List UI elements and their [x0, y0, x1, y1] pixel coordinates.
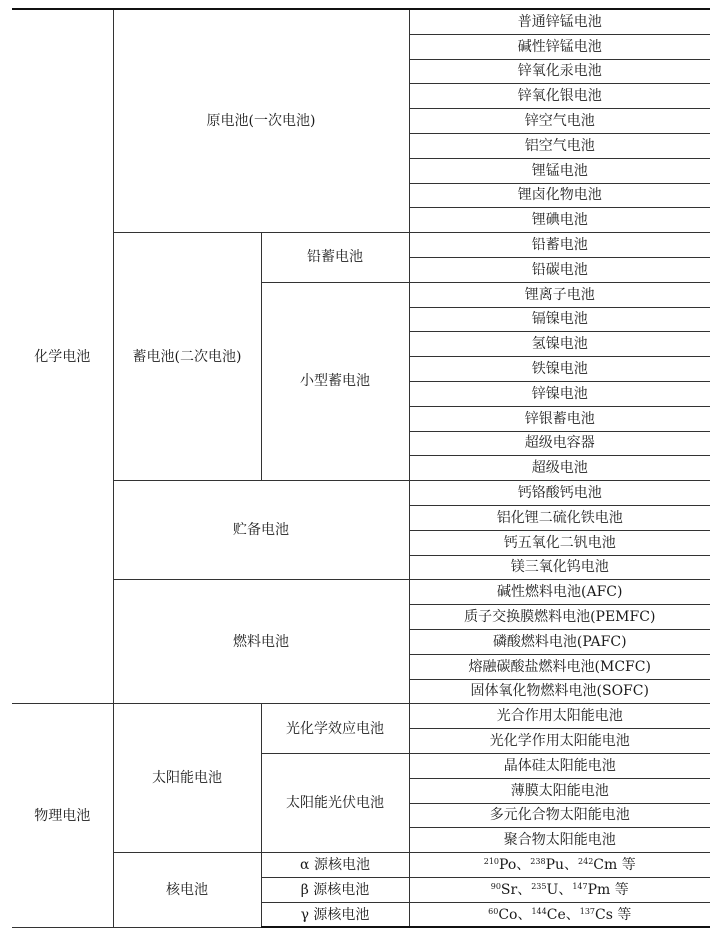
battery-type-cell: 锌氧化汞电池	[409, 59, 710, 84]
category-primary-battery: 原电池(一次电池)	[113, 9, 409, 233]
subcategory-beta-nuclear: β 源核电池	[261, 877, 409, 902]
battery-type-cell: 锌镍电池	[409, 381, 710, 406]
subcategory-small-storage: 小型蓄电池	[261, 282, 409, 480]
element-symbol: Pu	[545, 856, 565, 873]
isotope-list-gamma: $^{60}$Co、$^{144}$Ce、$^{137}$Cs 等	[409, 902, 710, 927]
battery-type-cell: 铝化锂二硫化铁电池	[409, 505, 710, 530]
category-reserve-battery: 贮备电池	[113, 481, 409, 580]
element-symbol: Ce	[546, 906, 566, 923]
category-physical-battery: 物理电池	[12, 704, 113, 928]
battery-type-cell: 多元化合物太阳能电池	[409, 803, 710, 828]
subcategory-lead-acid: 铅蓄电池	[261, 233, 409, 283]
mass-number: 90	[490, 881, 501, 891]
battery-type-cell: 锂离子电池	[409, 282, 710, 307]
element-symbol: Cm	[593, 856, 618, 873]
category-solar-cell: 太阳能电池	[113, 704, 261, 853]
battery-type-cell: 铁镍电池	[409, 357, 710, 382]
battery-type-cell: 锂卤化物电池	[409, 183, 710, 208]
battery-type-cell: 氢镍电池	[409, 332, 710, 357]
battery-classification-table	[12, 8, 710, 928]
battery-type-cell: 固体氧化物燃料电池(SOFC)	[409, 679, 710, 704]
battery-type-cell: 锂碘电池	[409, 208, 710, 233]
battery-type-cell: 锂锰电池	[409, 158, 710, 183]
element-symbol: U	[546, 881, 559, 898]
battery-type-cell: 镉镍电池	[409, 307, 710, 332]
battery-type-cell: 超级电池	[409, 456, 710, 481]
mass-number: 238	[530, 856, 546, 866]
mass-number: 137	[579, 906, 596, 916]
battery-type-cell: 锌氧化银电池	[409, 84, 710, 109]
battery-type-cell: 锌空气电池	[409, 109, 710, 134]
battery-type-cell: 锌银蓄电池	[409, 406, 710, 431]
battery-type-cell: 磷酸燃料电池(PAFC)	[409, 629, 710, 654]
battery-type-cell: 镁三氧化钨电池	[409, 555, 710, 580]
battery-type-cell: 普通锌锰电池	[409, 9, 710, 34]
mass-number: 147	[572, 881, 588, 891]
category-nuclear-battery: 核电池	[113, 853, 261, 928]
element-symbol: Co	[498, 906, 518, 923]
mass-number: 60	[488, 906, 499, 916]
battery-type-cell: 碱性锌锰电池	[409, 34, 710, 59]
mass-number: 235	[531, 881, 547, 891]
battery-type-cell: 质子交换膜燃料电池(PEMFC)	[409, 605, 710, 630]
battery-type-cell: 铅蓄电池	[409, 233, 710, 258]
isotope-list-alpha: $^{210}$Po、$^{238}$Pu、$^{242}$Cm 等	[409, 853, 710, 878]
battery-type-cell: 钙五氧化二钒电池	[409, 530, 710, 555]
element-symbol: Sr	[500, 881, 518, 898]
mass-number: 144	[531, 906, 547, 916]
subcategory-photochemical: 光化学效应电池	[261, 704, 409, 754]
battery-type-cell: 薄膜太阳能电池	[409, 778, 710, 803]
mass-number: 242	[578, 856, 594, 866]
battery-type-cell: 铅碳电池	[409, 257, 710, 282]
element-symbol: Pm	[587, 881, 611, 898]
element-symbol: Cs	[595, 906, 613, 923]
category-secondary-battery: 蓄电池(二次电池)	[113, 233, 261, 481]
battery-type-cell: 光合作用太阳能电池	[409, 704, 710, 729]
battery-type-cell: 聚合物太阳能电池	[409, 828, 710, 853]
battery-type-cell: 熔融碳酸盐燃料电池(MCFC)	[409, 654, 710, 679]
battery-type-cell: 晶体硅太阳能电池	[409, 753, 710, 778]
subcategory-photovoltaic: 太阳能光伏电池	[261, 753, 409, 852]
battery-type-cell: 碱性燃料电池(AFC)	[409, 580, 710, 605]
subcategory-gamma-nuclear: γ 源核电池	[261, 902, 409, 927]
battery-type-cell: 铝空气电池	[409, 133, 710, 158]
battery-type-cell: 超级电容器	[409, 431, 710, 456]
element-symbol: Po	[499, 856, 517, 873]
mass-number: 210	[483, 856, 500, 866]
battery-type-cell: 光化学作用太阳能电池	[409, 729, 710, 754]
battery-type-cell: 钙铬酸钙电池	[409, 481, 710, 506]
subcategory-alpha-nuclear: α 源核电池	[261, 853, 409, 878]
isotope-list-beta: $^{90}$Sr、$^{235}$U、$^{147}$Pm 等	[409, 877, 710, 902]
category-chemical-battery: 化学电池	[12, 9, 113, 704]
category-fuel-cell: 燃料电池	[113, 580, 409, 704]
